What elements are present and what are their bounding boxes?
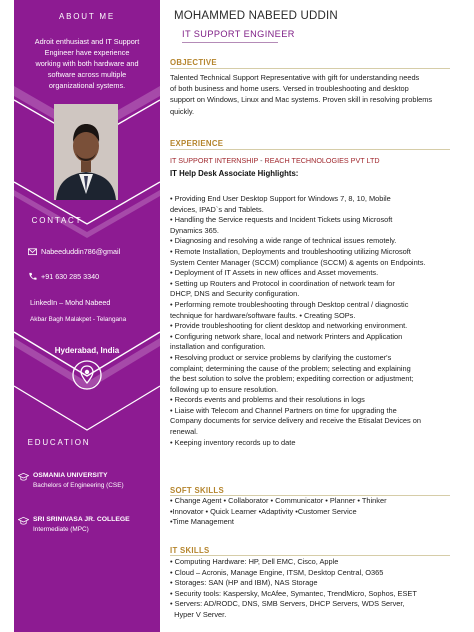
list-item: • Security tools: Kaspersky, McAfee, Symantec, TrendMicro, Sophos, ESET	[170, 588, 417, 598]
internship-company: REACH TECHNOLOGIES PVT LTD	[264, 156, 380, 165]
email-text: Nabeeduddin786@gmail	[41, 247, 121, 256]
soft-skills-list	[170, 496, 462, 528]
list-item: devices, IPAD`s and Tablets.	[170, 204, 264, 214]
location-pin-icon	[71, 359, 103, 391]
list-item: DHCP, DNS and Security configuration.	[170, 289, 300, 299]
list-item: installation and configuration.	[170, 342, 266, 352]
section-divider	[170, 68, 450, 69]
candidate-name: MOHAMMED NABEED UDDIN	[174, 10, 338, 22]
list-item: • Keeping inventory records up to date	[170, 437, 296, 447]
list-item: • Computing Hardware: HP, Dell EMC, Cisco, Apple	[170, 557, 339, 566]
list-item: • Records events and problems and their resolutions in logs	[170, 395, 365, 405]
soft-skills-title: SOFT SKILLS	[170, 486, 224, 495]
list-item: •Time Management	[170, 517, 234, 527]
list-item: • Provide troubleshooting for client desktop and networking environment.	[170, 321, 408, 331]
list-item: Hyper V Server.	[170, 609, 227, 619]
it-skills-list	[170, 557, 462, 621]
experience-bullets	[170, 194, 462, 448]
list-item: • Diagnosing and resolving a wide range of technical issues remotely.	[170, 236, 397, 246]
education-item	[18, 516, 130, 533]
list-item: • Servers: AD/RODC, DNS, SMB Servers, DHCP Servers, WDS Server,	[170, 599, 405, 609]
sidebar	[14, 0, 160, 632]
address-text: Akbar Bagh Malakpet - Telangana	[30, 316, 127, 323]
list-item: • Configuring network share, local and network Printers and Application	[170, 331, 403, 341]
list-item: • Performing remote troubleshooting through Desktop central / diagnostic	[170, 299, 409, 309]
contact-phone[interactable]	[28, 272, 99, 281]
email-icon	[28, 247, 37, 256]
profile-photo	[54, 104, 118, 200]
contact-heading: CONTACT	[31, 216, 83, 225]
list-item: renewal.	[170, 427, 198, 437]
list-item: • Remote Installation, Deployments and troubleshooting utilizing Microsoft	[170, 246, 411, 256]
list-item: • Setting up Routers and Protocol in coordination of network team for	[170, 278, 395, 288]
objective-text: Talented Technical Support Representative with gift for understanding needs of both business and home users. Versed in troubleshooting and desktop support on Windows, Linux and Mac systems. Proven skill in resolving problems quickly.	[170, 73, 433, 116]
candidate-role: IT SUPPORT ENGINEER	[182, 29, 295, 39]
role-underline	[182, 42, 278, 43]
objective-title: OBJECTIVE	[170, 58, 217, 67]
education-degree: Intermediate (MPC)	[33, 526, 89, 533]
list-item: complaint; determining the cause of the problem; selecting and explaining	[170, 363, 411, 373]
list-item: • Change Agent • Collaborator • Communicator • Planner • Thinker	[170, 496, 387, 505]
about-heading: ABOUT ME	[58, 12, 116, 21]
list-item: technique for hardware/software faults. • Creating SOPs.	[170, 310, 356, 320]
list-item: • Cloud – Acronis, Manage Engine, ITSM, Desktop Central, O365	[170, 567, 384, 577]
education-name: OSMANIA UNIVERSITY	[33, 472, 108, 479]
phone-text: +91 630 285 3340	[41, 272, 100, 281]
contact-address	[30, 316, 126, 323]
highlights-title: IT Help Desk Associate Highlights:	[170, 169, 299, 178]
list-item: • Liaise with Telecom and Channel Partners on time for upgrading the	[170, 405, 397, 415]
graduation-cap-icon	[18, 472, 29, 482]
list-item: •Innovator • Quick Learner •Adaptivity •Customer Service	[170, 506, 357, 516]
education-name: SRI SRINIVASA JR. COLLEGE	[33, 516, 130, 523]
list-item: the best solution to solve the problem; expediting correction or adjustment;	[170, 374, 414, 384]
contact-linkedin[interactable]	[30, 298, 110, 307]
education-item	[18, 472, 124, 489]
list-item: • Storages: SAN (HP and IBM), NAS Storage	[170, 578, 318, 588]
about-text: Adroit enthusiast and IT Support Engineer have experience working with both hardware and software across multiple organizational systems.	[34, 37, 140, 90]
education-degree: Bachelors of Engineering (CSE)	[33, 482, 124, 489]
list-item: • Resolving product or service problems by clarifying the customer's	[170, 352, 392, 362]
list-item: • Handling the Service requests and Incident Tickets using Microsoft	[170, 215, 393, 225]
it-skills-title: IT SKILLS	[170, 546, 210, 555]
section-divider	[170, 149, 450, 150]
phone-icon	[28, 272, 37, 281]
city-label: Hyderabad, India	[54, 346, 120, 355]
internship-line: IT SUPPORT INTERNSHIP - REACH TECHNOLOGIES PVT LTD	[170, 156, 380, 165]
list-item: following up to ensure resolution.	[170, 384, 279, 394]
list-item: Dynamics 365.	[170, 225, 219, 235]
graduation-cap-icon	[18, 516, 29, 526]
experience-title: EXPERIENCE	[170, 139, 224, 148]
list-item: Company documents for service delivery and receive the Etisalat Devices on	[170, 416, 421, 426]
education-heading: EDUCATION	[27, 438, 91, 447]
linkedin-text: LinkedIn – Mohd Nabeed	[30, 298, 111, 307]
list-item: • Providing End User Desktop Support for Windows 7, 8, 10, Mobile	[170, 194, 391, 203]
list-item: • Deployment of IT Assets in new offices and Asset movements.	[170, 268, 379, 278]
contact-email[interactable]	[28, 247, 120, 256]
section-divider	[170, 555, 450, 556]
list-item: System Center Manager (SCCM) compliance (SCCM) & agents on Endpoints.	[170, 257, 426, 267]
internship-position: IT SUPPORT INTERNSHIP	[170, 156, 259, 165]
